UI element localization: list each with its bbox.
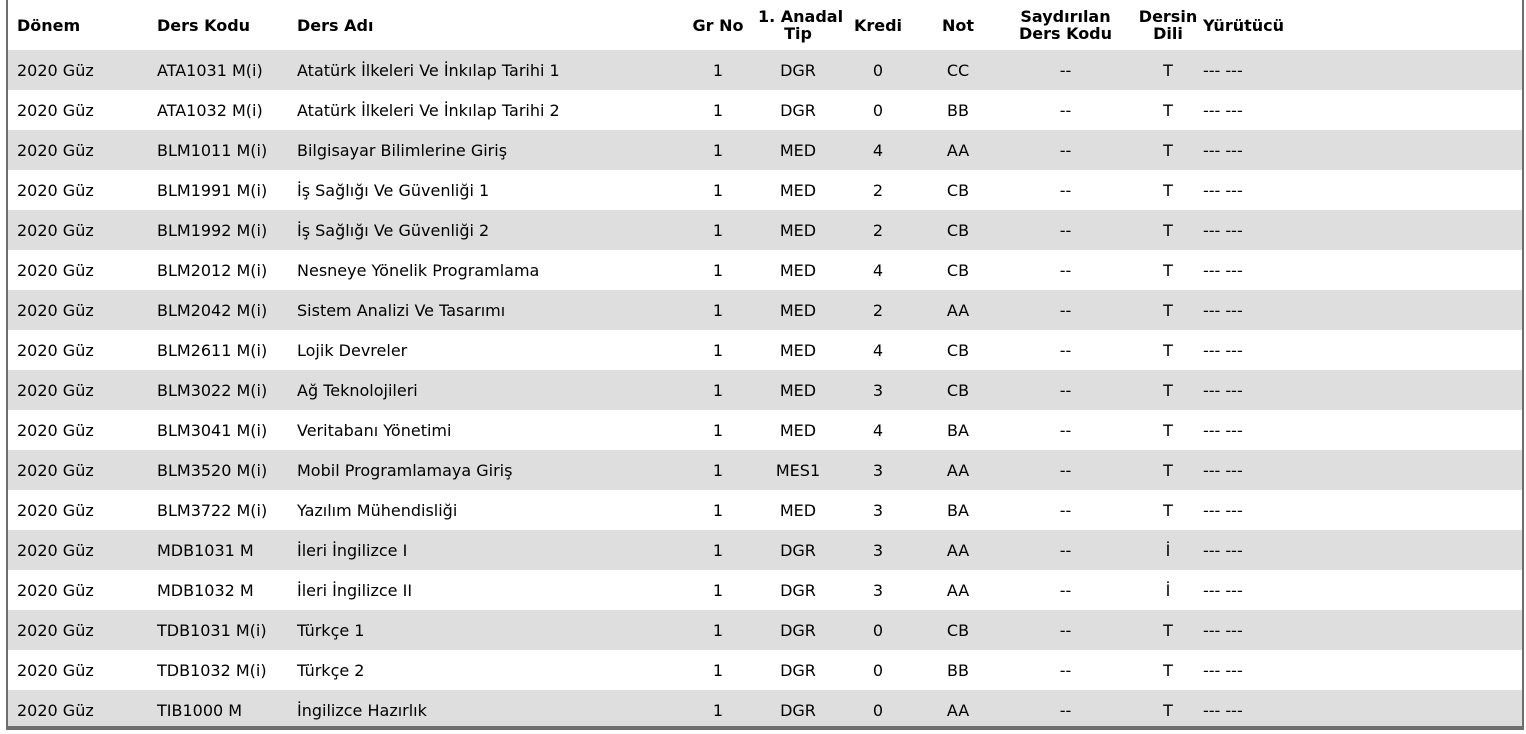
cell-not: AA <box>946 460 970 480</box>
cell-not: CB <box>946 340 970 360</box>
table-row <box>8 690 1522 730</box>
cell-yurutucu: --- --- <box>1203 620 1243 640</box>
cell-gr-no: 1 <box>712 420 724 440</box>
cell-saydirilan-ders-kodu: -- <box>1059 580 1072 600</box>
column-header-yurutucu: Yürütücü <box>1203 15 1285 35</box>
cell-saydirilan-ders-kodu: -- <box>1059 100 1072 120</box>
cell-anadal-tip: DGR <box>780 700 816 720</box>
cell-yurutucu: --- --- <box>1203 60 1243 80</box>
cell-anadal-tip: MED <box>779 260 817 280</box>
cell-donem: 2020 Güz <box>17 180 94 200</box>
cell-donem: 2020 Güz <box>17 100 94 120</box>
cell-ders-adi: Atatürk İlkeleri Ve İnkılap Tarihi 1 <box>297 60 560 80</box>
cell-saydirilan-ders-kodu: -- <box>1059 260 1072 280</box>
cell-not: AA <box>946 540 970 560</box>
table-row <box>8 570 1522 610</box>
column-header-kredi: Kredi <box>853 15 903 35</box>
cell-dersin-dili: T <box>1163 100 1173 120</box>
cell-kredi: 2 <box>872 220 884 240</box>
cell-kredi: 0 <box>872 60 884 80</box>
cell-kredi: 4 <box>872 140 884 160</box>
cell-ders-adi: İleri İngilizce II <box>297 580 413 600</box>
cell-dersin-dili: İ <box>1165 540 1171 560</box>
table-row <box>8 90 1522 130</box>
cell-gr-no: 1 <box>712 220 724 240</box>
cell-yurutucu: --- --- <box>1203 420 1243 440</box>
cell-gr-no: 1 <box>712 140 724 160</box>
table-row <box>8 530 1522 570</box>
cell-yurutucu: --- --- <box>1203 380 1243 400</box>
cell-anadal-tip: MED <box>779 500 817 520</box>
cell-anadal-tip: DGR <box>780 660 816 680</box>
table-row <box>8 370 1522 410</box>
table-row <box>8 50 1522 90</box>
cell-not: CB <box>946 260 970 280</box>
cell-kredi: 2 <box>872 180 884 200</box>
table-row <box>8 210 1522 250</box>
cell-kredi: 3 <box>872 580 884 600</box>
cell-not: CB <box>946 220 970 240</box>
cell-dersin-dili: T <box>1163 300 1173 320</box>
cell-ders-kodu: BLM1992 M(i) <box>157 220 268 240</box>
table-row <box>8 490 1522 530</box>
cell-ders-adi: İş Sağlığı Ve Güvenliği 1 <box>297 180 490 200</box>
cell-ders-kodu: MDB1032 M <box>157 580 254 600</box>
table-row <box>8 410 1522 450</box>
cell-ders-adi: Atatürk İlkeleri Ve İnkılap Tarihi 2 <box>297 100 560 120</box>
cell-not: BA <box>947 420 969 440</box>
cell-dersin-dili: T <box>1163 420 1173 440</box>
table-row <box>8 290 1522 330</box>
cell-dersin-dili: İ <box>1165 580 1171 600</box>
cell-kredi: 3 <box>872 380 884 400</box>
cell-dersin-dili: T <box>1163 660 1173 680</box>
table-row <box>8 610 1522 650</box>
cell-kredi: 0 <box>872 660 884 680</box>
cell-not: CB <box>946 620 970 640</box>
cell-dersin-dili: T <box>1163 60 1173 80</box>
cell-gr-no: 1 <box>712 300 724 320</box>
cell-dersin-dili: T <box>1163 380 1173 400</box>
cell-kredi: 3 <box>872 540 884 560</box>
cell-saydirilan-ders-kodu: -- <box>1059 700 1072 720</box>
header-row <box>8 0 1522 50</box>
cell-not: CB <box>946 180 970 200</box>
cell-dersin-dili: T <box>1163 460 1173 480</box>
cell-saydirilan-ders-kodu: -- <box>1059 500 1072 520</box>
cell-kredi: 3 <box>872 500 884 520</box>
cell-anadal-tip: DGR <box>780 620 816 640</box>
cell-ders-kodu: TDB1031 M(i) <box>157 620 267 640</box>
saydirilan-line-1: Saydırılan <box>1020 7 1111 26</box>
cell-ders-adi: Yazılım Mühendisliği <box>297 500 458 520</box>
cell-saydirilan-ders-kodu: -- <box>1059 660 1072 680</box>
cell-kredi: 0 <box>872 620 884 640</box>
cell-anadal-tip: MED <box>779 140 817 160</box>
cell-yurutucu: --- --- <box>1203 340 1243 360</box>
cell-ders-kodu: BLM2012 M(i) <box>157 260 268 280</box>
cell-donem: 2020 Güz <box>17 700 94 720</box>
saydirilan-line-2: Ders Kodu <box>1018 24 1113 43</box>
table-row <box>8 170 1522 210</box>
cell-yurutucu: --- --- <box>1203 700 1243 720</box>
cell-gr-no: 1 <box>712 540 724 560</box>
cell-ders-kodu: BLM3022 M(i) <box>157 380 268 400</box>
cell-gr-no: 1 <box>712 260 724 280</box>
column-header-anadal-tip <box>758 0 844 50</box>
table-row <box>8 650 1522 690</box>
cell-saydirilan-ders-kodu: -- <box>1059 420 1072 440</box>
cell-kredi: 0 <box>872 100 884 120</box>
dersin-dili-line-2: Dili <box>1153 24 1183 43</box>
cell-dersin-dili: T <box>1163 340 1173 360</box>
course-results-panel <box>6 0 1524 730</box>
cell-ders-adi: Bilgisayar Bilimlerine Giriş <box>297 140 508 160</box>
cell-saydirilan-ders-kodu: -- <box>1059 60 1072 80</box>
cell-ders-kodu: BLM2042 M(i) <box>157 300 268 320</box>
cell-ders-adi: İleri İngilizce I <box>297 540 408 560</box>
cell-donem: 2020 Güz <box>17 60 94 80</box>
cell-dersin-dili: T <box>1163 180 1173 200</box>
cell-anadal-tip: DGR <box>780 540 816 560</box>
cell-anadal-tip: DGR <box>780 100 816 120</box>
cell-ders-adi: Türkçe 2 <box>297 660 365 680</box>
cell-gr-no: 1 <box>712 460 724 480</box>
cell-not: AA <box>946 580 970 600</box>
cell-gr-no: 1 <box>712 180 724 200</box>
cell-dersin-dili: T <box>1163 700 1173 720</box>
cell-ders-kodu: BLM1991 M(i) <box>157 180 268 200</box>
cell-yurutucu: --- --- <box>1203 300 1243 320</box>
anadal-tip-line-1: 1. Anadal <box>758 7 844 26</box>
table-header <box>8 0 1522 50</box>
cell-anadal-tip: MED <box>779 300 817 320</box>
cell-dersin-dili: T <box>1163 140 1173 160</box>
cell-not: AA <box>946 140 970 160</box>
column-header-ders-kodu: Ders Kodu <box>157 15 251 35</box>
cell-gr-no: 1 <box>712 700 724 720</box>
cell-saydirilan-ders-kodu: -- <box>1059 620 1072 640</box>
cell-donem: 2020 Güz <box>17 260 94 280</box>
cell-gr-no: 1 <box>712 580 724 600</box>
cell-dersin-dili: T <box>1163 220 1173 240</box>
cell-yurutucu: --- --- <box>1203 660 1243 680</box>
cell-ders-adi: Sistem Analizi Ve Tasarımı <box>297 300 506 320</box>
cell-donem: 2020 Güz <box>17 380 94 400</box>
cell-not: AA <box>946 300 970 320</box>
cell-anadal-tip: MED <box>779 340 817 360</box>
cell-donem: 2020 Güz <box>17 620 94 640</box>
cell-not: BA <box>947 500 969 520</box>
cell-ders-adi: Veritabanı Yönetimi <box>297 420 452 440</box>
cell-donem: 2020 Güz <box>17 340 94 360</box>
cell-gr-no: 1 <box>712 60 724 80</box>
cell-dersin-dili: T <box>1163 500 1173 520</box>
cell-yurutucu: --- --- <box>1203 460 1243 480</box>
cell-kredi: 4 <box>872 420 884 440</box>
cell-anadal-tip: DGR <box>780 60 816 80</box>
cell-dersin-dili: T <box>1163 620 1173 640</box>
cell-donem: 2020 Güz <box>17 540 94 560</box>
cell-anadal-tip: MED <box>779 180 817 200</box>
column-header-donem: Dönem <box>17 15 81 35</box>
cell-kredi: 4 <box>872 260 884 280</box>
cell-not: BB <box>947 100 969 120</box>
cell-gr-no: 1 <box>712 620 724 640</box>
cell-yurutucu: --- --- <box>1203 540 1243 560</box>
cell-ders-adi: İngilizce Hazırlık <box>297 700 427 720</box>
cell-donem: 2020 Güz <box>17 220 94 240</box>
cell-saydirilan-ders-kodu: -- <box>1059 460 1072 480</box>
cell-donem: 2020 Güz <box>17 460 94 480</box>
column-header-not: Not <box>941 15 975 35</box>
cell-kredi: 4 <box>872 340 884 360</box>
cell-not: CB <box>946 380 970 400</box>
cell-saydirilan-ders-kodu: -- <box>1059 340 1072 360</box>
cell-yurutucu: --- --- <box>1203 140 1243 160</box>
cell-anadal-tip: MED <box>779 380 817 400</box>
cell-kredi: 2 <box>872 300 884 320</box>
cell-yurutucu: --- --- <box>1203 260 1243 280</box>
course-results-table <box>8 0 1522 730</box>
cell-anadal-tip: DGR <box>780 580 816 600</box>
cell-gr-no: 1 <box>712 660 724 680</box>
cell-saydirilan-ders-kodu: -- <box>1059 220 1072 240</box>
cell-anadal-tip: MED <box>779 420 817 440</box>
cell-dersin-dili: T <box>1163 260 1173 280</box>
cell-ders-kodu: BLM3722 M(i) <box>157 500 268 520</box>
cell-ders-kodu: TDB1032 M(i) <box>157 660 267 680</box>
table-body <box>8 50 1522 730</box>
cell-not: AA <box>946 700 970 720</box>
cell-donem: 2020 Güz <box>17 420 94 440</box>
cell-kredi: 0 <box>872 700 884 720</box>
dersin-dili-line-1: Dersin <box>1138 7 1198 26</box>
anadal-tip-line-2: Tip <box>784 24 812 43</box>
cell-anadal-tip: MES1 <box>775 460 821 480</box>
cell-ders-kodu: MDB1031 M <box>157 540 254 560</box>
cell-gr-no: 1 <box>712 100 724 120</box>
cell-saydirilan-ders-kodu: -- <box>1059 140 1072 160</box>
cell-donem: 2020 Güz <box>17 580 94 600</box>
cell-ders-adi: İş Sağlığı Ve Güvenliği 2 <box>297 220 490 240</box>
cell-ders-kodu: ATA1031 M(i) <box>157 60 263 80</box>
cell-anadal-tip: MED <box>779 220 817 240</box>
cell-ders-adi: Lojik Devreler <box>297 340 408 360</box>
cell-ders-kodu: BLM2611 M(i) <box>157 340 268 360</box>
cell-gr-no: 1 <box>712 380 724 400</box>
cell-ders-adi: Ağ Teknolojileri <box>297 380 418 400</box>
cell-ders-kodu: TIB1000 M <box>157 700 243 720</box>
cell-kredi: 3 <box>872 460 884 480</box>
column-header-dersin-dili <box>1133 0 1203 50</box>
cell-donem: 2020 Güz <box>17 660 94 680</box>
cell-not: CC <box>946 60 970 80</box>
cell-ders-adi: Mobil Programlamaya Giriş <box>297 460 513 480</box>
column-header-saydirilan-ders-kodu <box>998 0 1133 50</box>
cell-donem: 2020 Güz <box>17 300 94 320</box>
cell-ders-kodu: BLM3041 M(i) <box>157 420 268 440</box>
cell-saydirilan-ders-kodu: -- <box>1059 180 1072 200</box>
cell-ders-adi: Türkçe 1 <box>297 620 365 640</box>
cell-ders-kodu: BLM1011 M(i) <box>157 140 268 160</box>
cell-yurutucu: --- --- <box>1203 580 1243 600</box>
column-header-gr-no: Gr No <box>692 15 744 35</box>
table-row <box>8 130 1522 170</box>
cell-saydirilan-ders-kodu: -- <box>1059 300 1072 320</box>
cell-ders-adi: Nesneye Yönelik Programlama <box>297 260 540 280</box>
cell-not: BB <box>947 660 969 680</box>
cell-ders-kodu: ATA1032 M(i) <box>157 100 263 120</box>
table-row <box>8 450 1522 490</box>
cell-yurutucu: --- --- <box>1203 500 1243 520</box>
cell-gr-no: 1 <box>712 500 724 520</box>
cell-saydirilan-ders-kodu: -- <box>1059 380 1072 400</box>
cell-yurutucu: --- --- <box>1203 100 1243 120</box>
cell-ders-kodu: BLM3520 M(i) <box>157 460 268 480</box>
cell-donem: 2020 Güz <box>17 140 94 160</box>
column-header-ders-adi: Ders Adı <box>297 15 374 35</box>
cell-gr-no: 1 <box>712 340 724 360</box>
cell-saydirilan-ders-kodu: -- <box>1059 540 1072 560</box>
cell-yurutucu: --- --- <box>1203 220 1243 240</box>
cell-donem: 2020 Güz <box>17 500 94 520</box>
table-row <box>8 330 1522 370</box>
cell-yurutucu: --- --- <box>1203 180 1243 200</box>
table-row <box>8 250 1522 290</box>
